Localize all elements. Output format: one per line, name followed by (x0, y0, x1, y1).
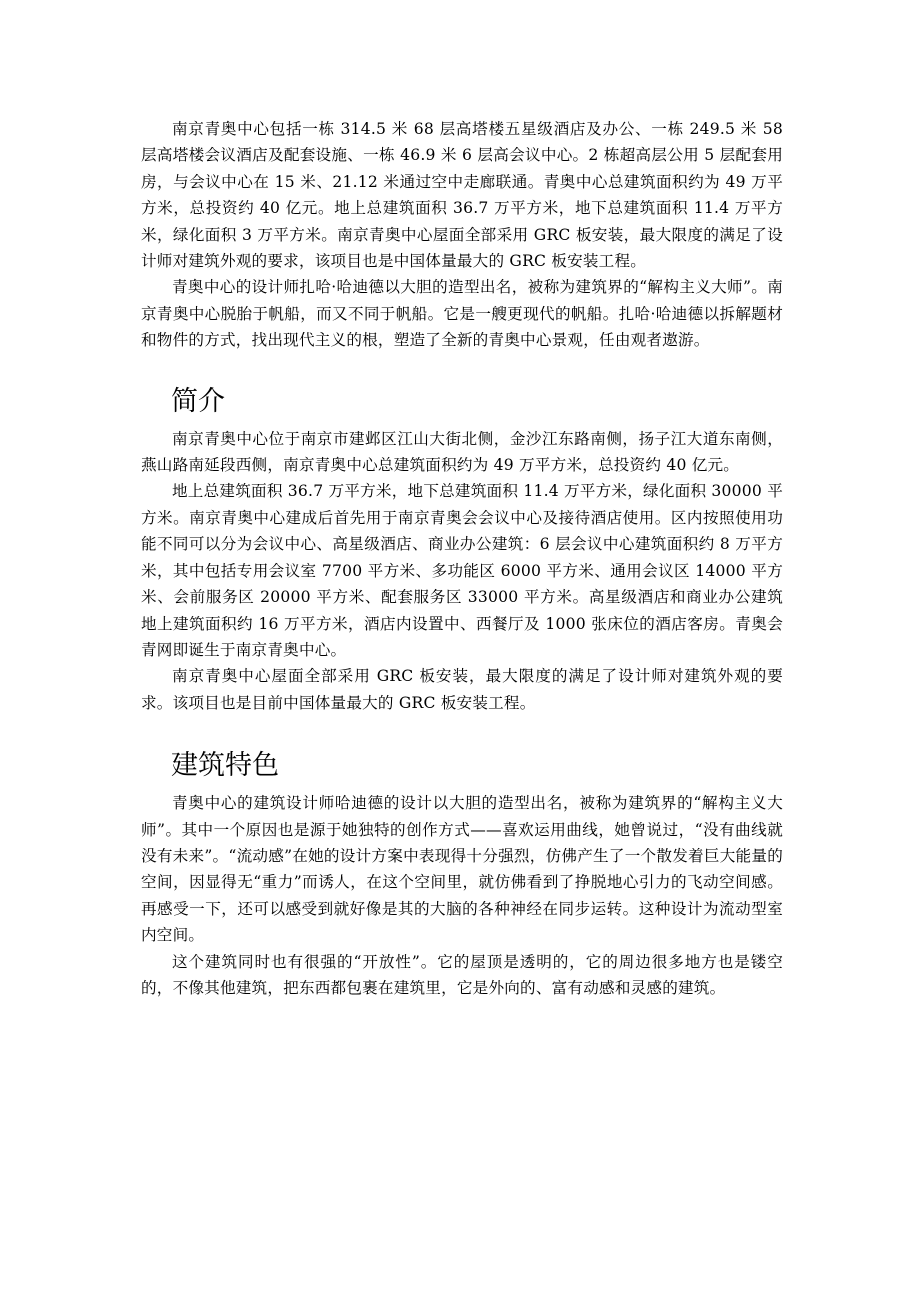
document-page (141, 116, 783, 1001)
body-paragraph: 南京青奥中心包括一栋 314.5 米 68 层高塔楼五星级酒店及办公、一栋 249.5 米 58 层高塔楼会议酒店及配套设施、一栋 46.9 米 6 层高会议中心。2 栋超高层公用 5 层配套用房，与会议中心在 15 米、21.12 米通过空中走廊联通。青奥中心总建筑面积约为 49 万平方米，总投资约 40 亿元。地上总建筑面积 36.7 万平方米，地下总建筑面积 11.4 万平方米，绿化面积 3 万平方米。南京青奥中心屋面全部采用 GRC 板安装，最大限度的满足了设计师对建筑外观的要求，该项目也是中国体量最大的 GRC 板安装工程。 (141, 120, 783, 271)
section-heading-architecture: 建筑特色 (171, 750, 279, 782)
body-paragraph: 青奥中心的建筑设计师哈迪德的设计以大胆的造型出名，被称为建筑界的“解构主义大师”。其中一个原因也是源于她独特的创作方式——喜欢运用曲线，她曾说过，“没有曲线就没有未来”。“流动感”在她的设计方案中表现得十分强烈，仿佛产生了一个散发着巨大能量的空间，因显得无“重力”而诱人，在这个空间里，就仿佛看到了挣脱地心引力的飞动空间感。再感受一下，还可以感受到就好像是其的大脑的各种神经在同步运转。这种设计为流动型室内空间。 (141, 794, 783, 945)
body-paragraph: 南京青奥中心屋面全部采用 GRC 板安装，最大限度的满足了设计师对建筑外观的要求。该项目也是目前中国体量最大的 GRC 板安装工程。 (141, 667, 783, 712)
body-paragraph: 南京青奥中心位于南京市建邺区江山大街北侧，金沙江东路南侧，扬子江大道东南侧，燕山路南延段西侧，南京青奥中心总建筑面积约为 49 万平方米，总投资约 40 亿元。 (141, 429, 783, 475)
body-paragraph: 青奥中心的设计师扎哈·哈迪德以大胆的造型出名，被称为建筑界的“解构主义大师”。南京青奥中心脱胎于帆船，而又不同于帆船。它是一艘更现代的帆船。扎哈·哈迪德以拆解题材和物件的方式，找出现代主义的根，塑造了全新的青奥中心景观，任由观者遨游。 (141, 278, 783, 350)
body-paragraph: 这个建筑同时也有很强的“开放性”。它的屋顶是透明的，它的周边很多地方也是镂空的，不像其他建筑，把东西都包裹在建筑里，它是外向的、富有动感和灵感的建筑。 (141, 952, 783, 997)
section-heading-intro: 简介 (171, 385, 225, 417)
body-paragraph: 地上总建筑面积 36.7 万平方米，地下总建筑面积 11.4 万平方米，绿化面积 30000 平方米。南京青奥中心建成后首先用于南京青奥会会议中心及接待酒店使用。区内按照使用功能不同可以分为会议中心、高星级酒店、商业办公建筑：6 层会议中心建筑面积约 8 万平方米，其中包括专用会议室 7700 平方米、多功能区 6000 平方米、通用会议区 14000 平方米、会前服务区 20000 平方米、配套服务区 33000 平方米。高星级酒店和商业办公建筑地上建筑面积约 16 万平方米，酒店内设置中、西餐厅及 1000 张床位的酒店客房。青奥会青网即诞生于南京青奥中心。 (141, 482, 783, 659)
